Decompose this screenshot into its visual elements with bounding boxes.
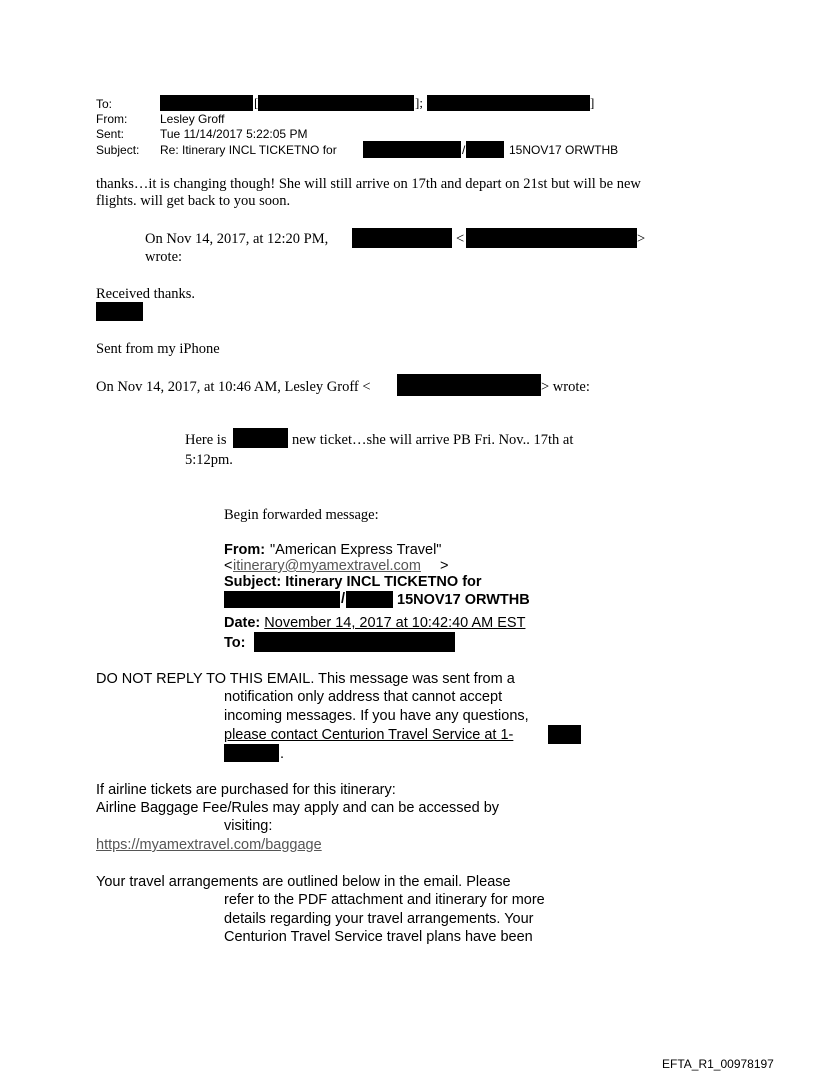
fw-from-value: "American Express Travel": [270, 542, 442, 558]
notice-line-5: .: [280, 746, 285, 762]
received-text: Received thanks.: [96, 286, 196, 302]
from-value: Lesley Groff: [160, 112, 225, 126]
redacted-block: [397, 374, 541, 396]
redacted-block: [233, 428, 288, 448]
notice-line-1: DO NOT REPLY TO THIS EMAIL. This message was sent from a: [96, 671, 515, 687]
sent-value: Tue 11/14/2017 5:22:05 PM: [160, 127, 308, 141]
fw-email-gt: >: [440, 558, 449, 574]
redacted-block: [254, 632, 455, 652]
here-is-prefix: Here is: [185, 432, 227, 448]
baggage-link[interactable]: https://myamextravel.com/baggage: [96, 837, 322, 853]
redacted-block: [258, 95, 414, 111]
fw-subject-label: Subject: Itinerary INCL TICKETNO for: [224, 574, 482, 590]
fw-email-link[interactable]: itinerary@myamextravel.com: [233, 558, 421, 574]
arrangements-line-3: details regarding your travel arrangements. Your: [224, 911, 534, 927]
to-bracket-close: ]: [590, 95, 595, 110]
to-label: To:: [96, 97, 113, 111]
redacted-block: [427, 95, 590, 111]
arrangements-line-4: Centurion Travel Service travel plans have been: [224, 929, 533, 945]
here-is-line-2: 5:12pm.: [185, 452, 233, 468]
baggage-line-2: Airline Baggage Fee/Rules may apply and can be accessed by: [96, 800, 500, 816]
fw-to-label: To:: [224, 635, 246, 651]
redacted-block: [346, 591, 393, 608]
subject-label: Subject:: [96, 143, 140, 157]
redacted-block: [224, 591, 340, 608]
fw-email-lt: <: [224, 558, 233, 574]
sent-label: Sent:: [96, 127, 125, 141]
redacted-block: [160, 95, 253, 111]
redacted-block: [466, 228, 637, 248]
arrangements-line-1: Your travel arrangements are outlined below in the email. Please: [96, 874, 511, 890]
document-id: EFTA_R1_00978197: [662, 1057, 774, 1071]
subject-slash: /: [462, 143, 466, 157]
fw-date-label: Date:: [224, 615, 261, 631]
redacted-block: [96, 302, 143, 321]
reply-line-2: flights. will get back to you soon.: [96, 193, 291, 209]
here-is-suffix: new ticket…she will arrive PB Fri. Nov.. 17th at: [292, 432, 574, 448]
redacted-block: [548, 725, 581, 744]
from-label: From:: [96, 112, 128, 126]
quote2-intro: On Nov 14, 2017, at 10:46 AM, Lesley Groff <: [96, 379, 371, 395]
to-bracket-open: [: [254, 95, 259, 110]
redacted-block: [224, 744, 279, 762]
quote1-lt: <: [456, 231, 465, 247]
begin-forwarded: Begin forwarded message:: [224, 507, 379, 523]
redacted-block: [363, 141, 461, 158]
redacted-block: [466, 141, 504, 158]
to-separator: ];: [415, 95, 423, 110]
subject-prefix: Re: Itinerary INCL TICKETNO for: [160, 143, 337, 157]
arrangements-line-2: refer to the PDF attachment and itinerary for more: [224, 892, 545, 908]
fw-date: [224, 615, 525, 631]
baggage-line-1: If airline tickets are purchased for this itinerary:: [96, 782, 396, 798]
fw-from-label: From:: [224, 542, 266, 558]
fw-subject-slash: /: [341, 591, 346, 607]
reply-line-1: thanks…it is changing though! She will still arrive on 17th and depart on 21st but will be new: [96, 176, 641, 192]
notice-line-3: incoming messages. If you have any questions,: [224, 708, 529, 724]
notice-line-2: notification only address that cannot accept: [224, 689, 503, 705]
baggage-line-3: visiting:: [224, 818, 273, 834]
redacted-block: [352, 228, 452, 248]
sent-from-text: Sent from my iPhone: [96, 341, 220, 357]
notice-line-4: please contact Centurion Travel Service at 1-: [224, 727, 514, 743]
quote1-gt: >: [637, 231, 646, 247]
fw-date-value: November 14, 2017 at 10:42:40 AM EST: [264, 615, 526, 631]
quote2-wrote: > wrote:: [541, 379, 590, 395]
fw-subject-suffix: 15NOV17 ORWTHB: [397, 592, 530, 608]
subject-suffix: 15NOV17 ORWTHB: [509, 143, 619, 157]
quote1-intro: On Nov 14, 2017, at 12:20 PM,: [145, 231, 329, 247]
quote1-wrote: wrote:: [145, 249, 183, 265]
